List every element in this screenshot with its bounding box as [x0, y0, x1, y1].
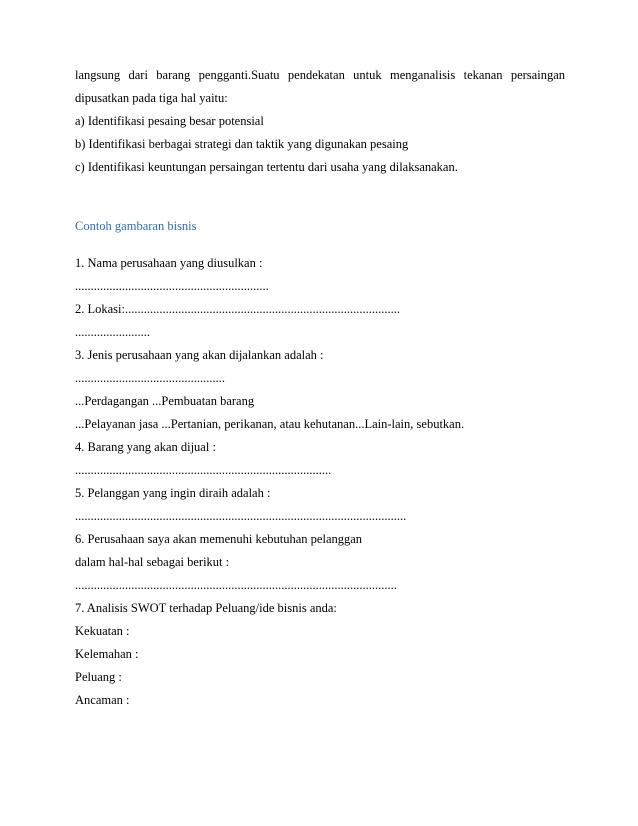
answer-line-goods-sold: ..................................................................................: [75, 463, 332, 477]
swot-strengths: Kekuatan :: [75, 624, 130, 638]
question-goods-sold: 4. Barang yang akan dijual :: [75, 440, 216, 454]
answer-line-company-name: ..............................................................: [75, 279, 269, 293]
answer-line-location: ........................: [75, 325, 150, 339]
question-customer-needs-cont: dalam hal-hal sebagai berikut :: [75, 555, 230, 569]
answer-line-customer-needs: .......................................................................................................: [75, 578, 397, 592]
question-company-name: 1. Nama perusahaan yang diusulkan :: [75, 256, 263, 270]
section-heading: Contoh gambaran bisnis: [75, 219, 197, 233]
intro-item-b: b) Identifikasi berbagai strategi dan taktik yang digunakan pesaing: [75, 137, 409, 151]
document-page: [75, 64, 565, 712]
business-type-options-2: ...Pelayanan jasa ...Pertanian, perikanan, atau kehutanan...Lain-lain, sebutkan.: [75, 417, 465, 431]
question-location: 2. Lokasi:........................................................................................: [75, 302, 400, 316]
swot-opportunities: Peluang :: [75, 670, 122, 684]
answer-line-target-customers: ..........................................................................................................: [75, 509, 407, 523]
swot-weaknesses: Kelemahan :: [75, 647, 139, 661]
intro-item-c: c) Identifikasi keuntungan persaingan tertentu dari usaha yang dilaksanakan.: [75, 160, 458, 174]
intro-item-a: a) Identifikasi pesaing besar potensial: [75, 114, 264, 128]
swot-threats: Ancaman :: [75, 693, 130, 707]
question-swot: 7. Analisis SWOT terhadap Peluang/ide bisnis anda:: [75, 601, 337, 615]
business-type-options-1: ...Perdagangan ...Pembuatan barang: [75, 394, 255, 408]
intro-line-1: langsung dari barang pengganti.Suatu pendekatan untuk menganalisis tekanan persaingan: [75, 68, 565, 82]
question-business-type: 3. Jenis perusahaan yang akan dijalankan adalah :: [75, 348, 324, 362]
answer-line-business-type: ................................................: [75, 371, 225, 385]
intro-line-2: dipusatkan pada tiga hal yaitu:: [75, 91, 228, 105]
question-target-customers: 5. Pelanggan yang ingin diraih adalah :: [75, 486, 271, 500]
question-customer-needs: 6. Perusahaan saya akan memenuhi kebutuhan pelanggan: [75, 532, 363, 546]
